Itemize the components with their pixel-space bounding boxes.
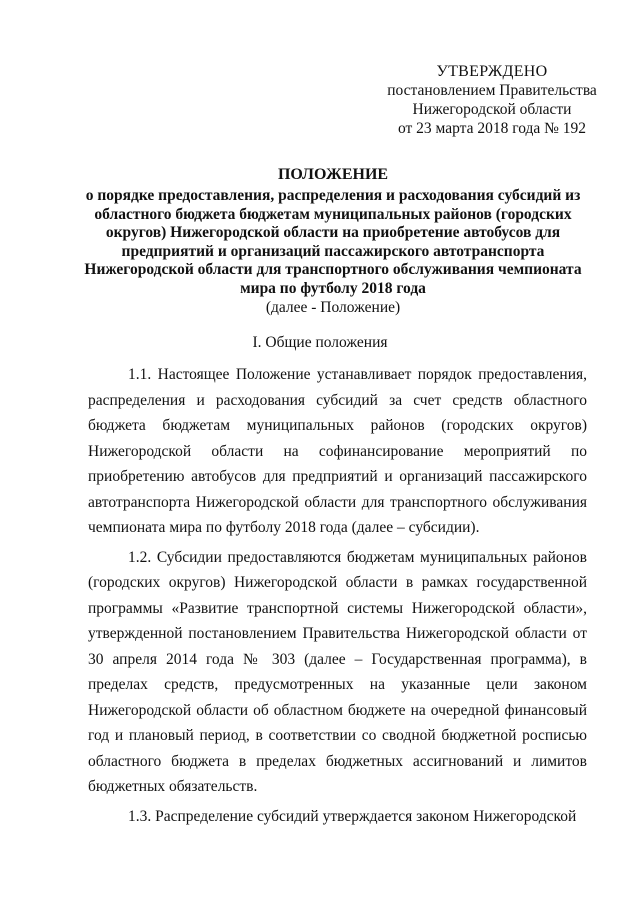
approval-line-1: постановлением Правительства (387, 82, 597, 99)
document-title: ПОЛОЖЕНИЕ (277, 166, 389, 183)
approval-stamp: УТВЕРЖДЕНО (436, 63, 548, 80)
approval-line-3: от 23 марта 2018 года № 192 (397, 120, 587, 137)
document-subtitle: о порядке предоставления, распределения и расходования субсидий из областного бюджета бюджетам муниципальных районов (городских округов) Нижегородской области на приобретение автобусов для предприятий и организаций пассажирского автотранспорта Нижегородской области для транспортного обслуживания чемпионата мира по футболу 2018 года (84, 187, 582, 297)
paragraph-1-1: 1.1. Настоящее Положение устанавливает порядок предоставления, распределения и расходования субсидий за счет средств областного бюджета бюджетам муниципальных районов (городских округов) Нижегородской области на софинансирование мероприятий по приобретению автобусов для предприятий и организаций пассажирского автотранспорта Нижегородской области для транспортного обслуживания чемпионата мира по футболу 2018 года (далее – субсидии). (88, 366, 587, 536)
title-block (70, 165, 596, 317)
paragraph-1-2: 1.2. Субсидии предоставляются бюджетам муниципальных районов (городских округов) Нижегородской области в рамках государственной программы «Развитие транспортной системы Нижегородской области», утвержденной постановлением Правительства Нижегородской области от 30 апреля 2014 года № 303 (далее – Государственная программа), в пределах средств, предусмотренных на указанные цели законом Нижегородской области об областном бюджете на очередной финансовый год и плановый период, в соответствии со сводной бюджетной росписью областного бюджета в пределах бюджетных ассигнований и лимитов бюджетных обязательств. (88, 548, 587, 795)
approval-block (367, 62, 617, 138)
document-alias: (далее - Положение) (265, 299, 401, 316)
body-text (88, 362, 587, 833)
section-heading: I. Общие положения (252, 334, 388, 351)
paragraph-1-3: 1.3. Распределение субсидий утверждается законом Нижегородской (128, 807, 577, 825)
approval-line-2: Нижегородской области (412, 101, 572, 118)
